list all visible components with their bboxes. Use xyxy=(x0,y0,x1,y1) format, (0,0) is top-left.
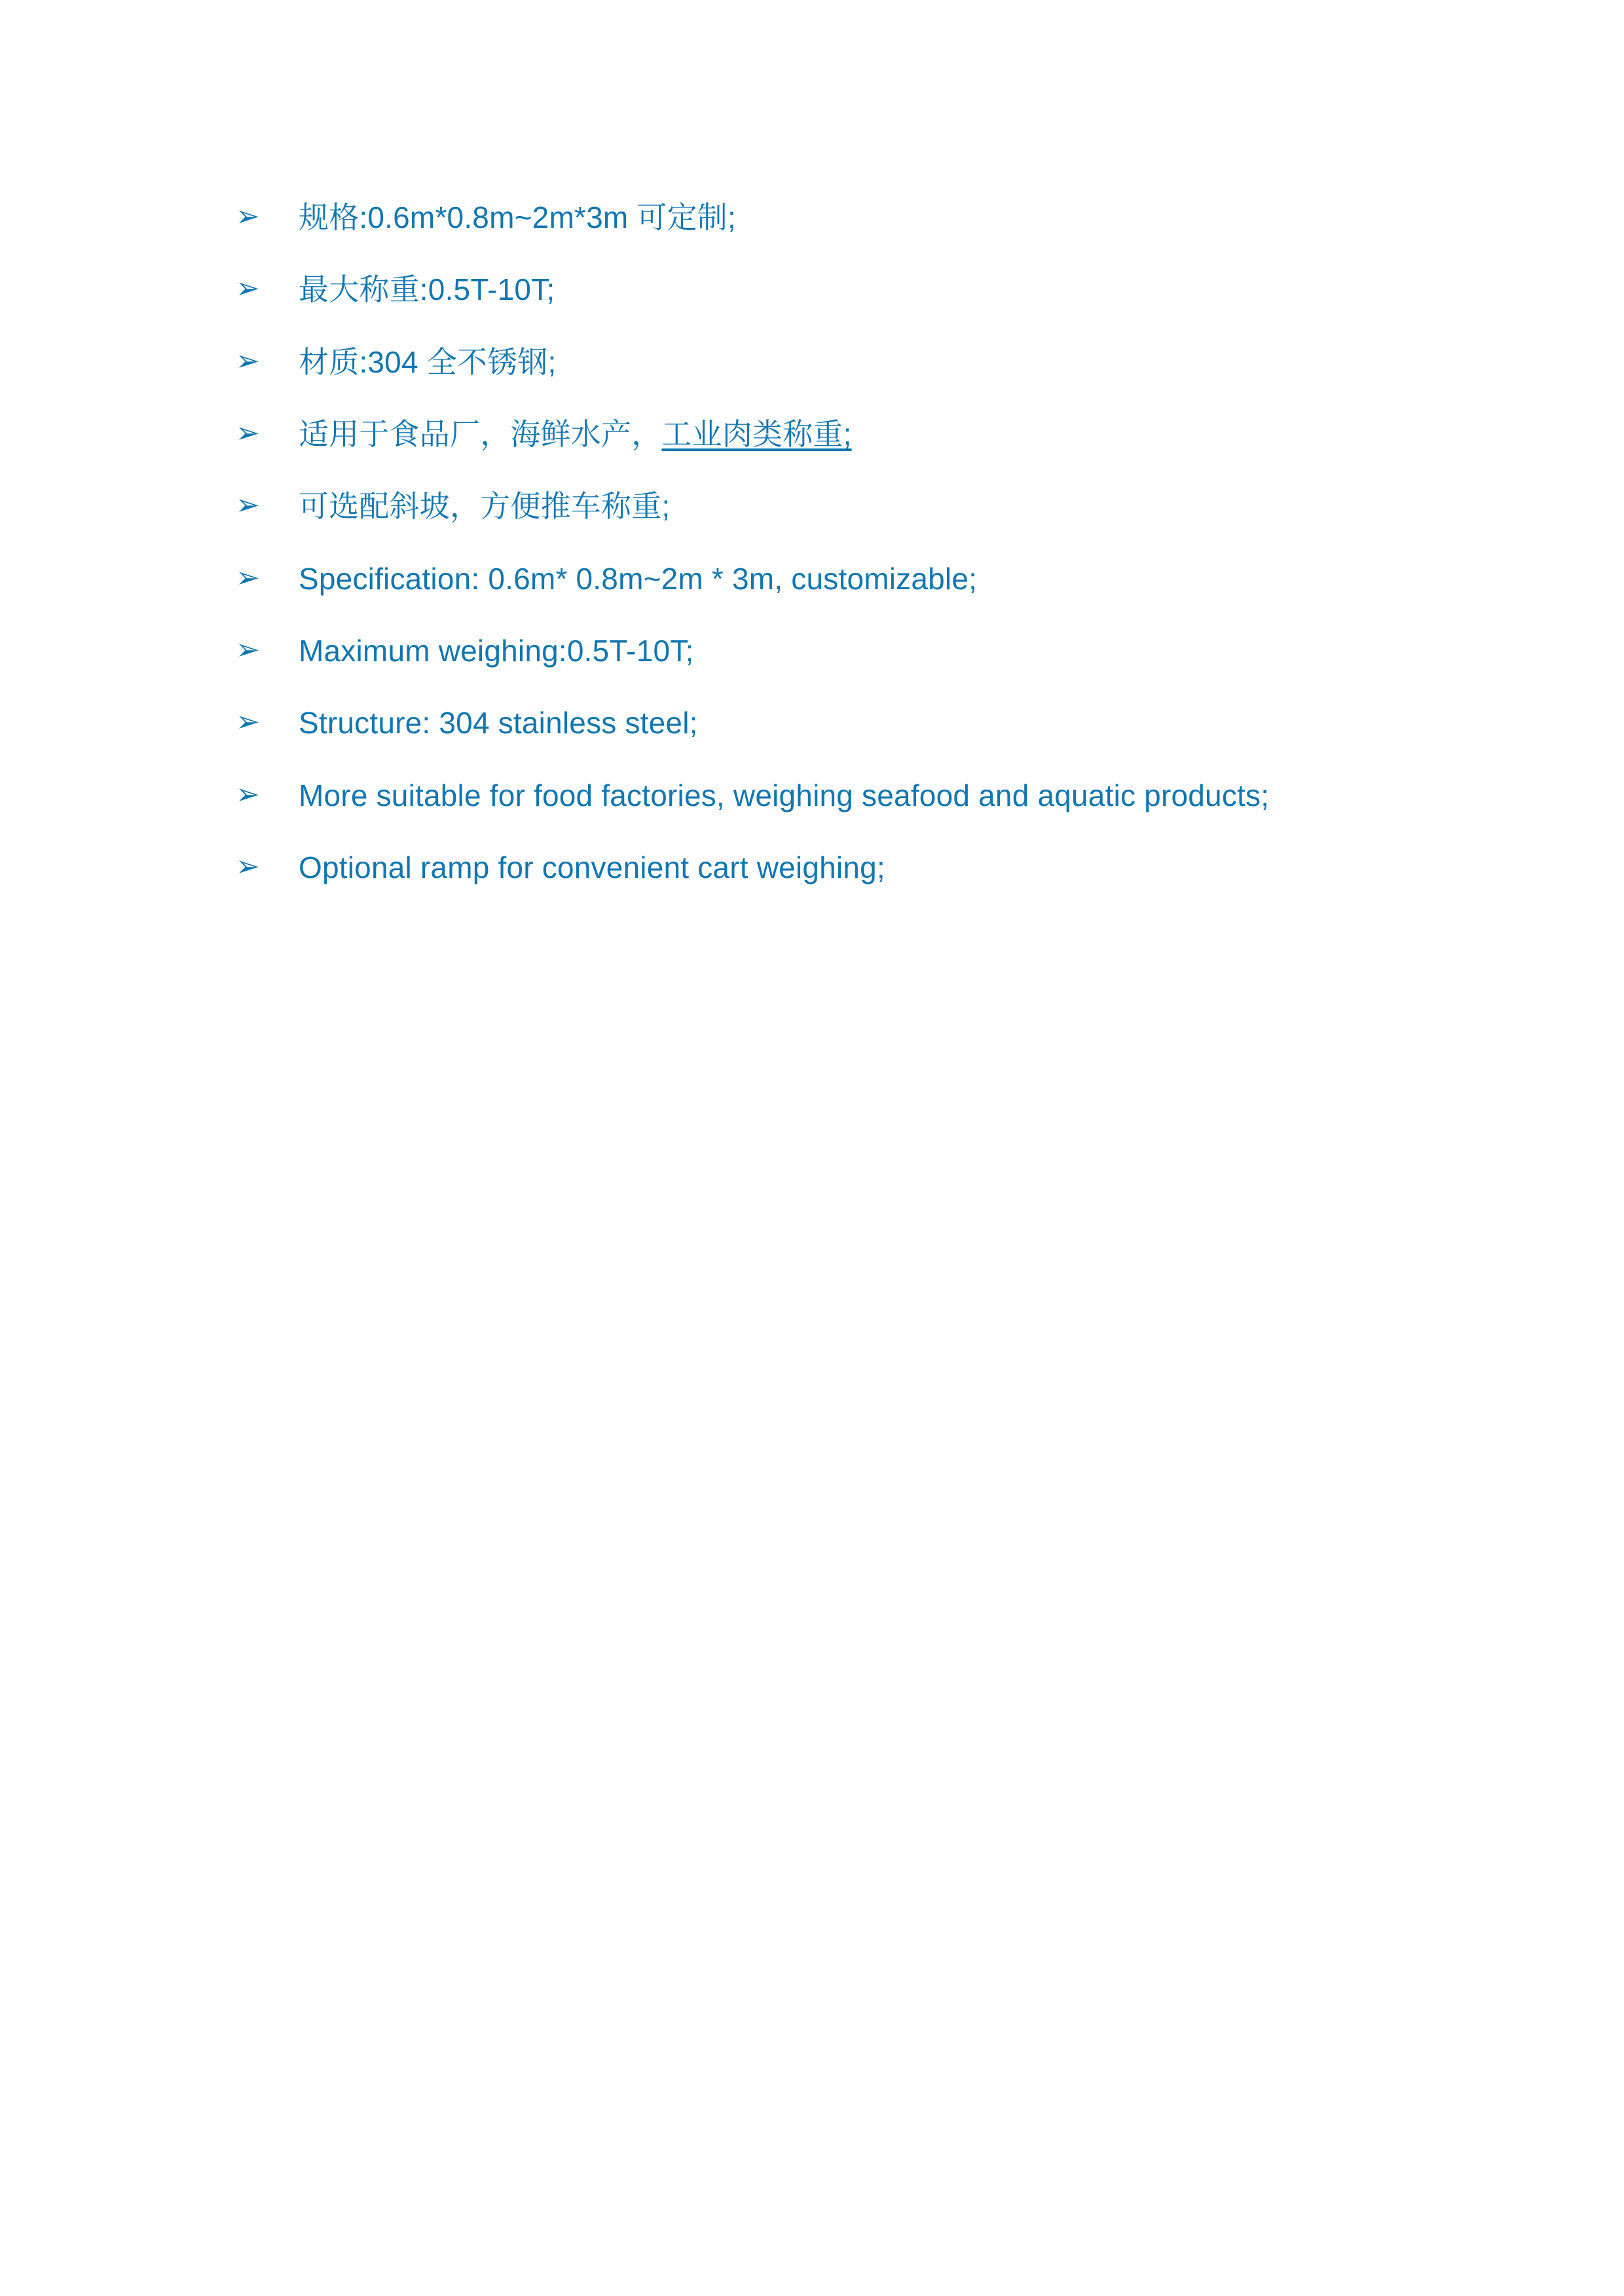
bullet-item xyxy=(236,847,1428,889)
bullet-item xyxy=(236,558,1428,600)
bullet-text-spec-en: Specification: 0.6m* 0.8m~2m * 3m, customizable; xyxy=(299,561,978,596)
bullet-item xyxy=(236,413,1428,456)
bullet-item xyxy=(236,485,1428,528)
bullet-text-spec-cn: 规格:0.6m*0.8m~2m*3m 可定制; xyxy=(299,200,736,234)
bullet-text-ramp-en: Optional ramp for convenient cart weighing; xyxy=(299,850,885,884)
arrow-bullet-icon: ➢ xyxy=(236,777,260,811)
bullet-text-max-weight-cn: 最大称重:0.5T-10T; xyxy=(299,272,555,307)
bullet-item xyxy=(236,702,1428,744)
arrow-bullet-icon: ➢ xyxy=(236,560,260,594)
bullet-text-structure-en: Structure: 304 stainless steel; xyxy=(299,706,698,740)
arrow-bullet-icon: ➢ xyxy=(236,705,260,739)
spec-bullet-list xyxy=(236,196,1428,889)
arrow-bullet-icon: ➢ xyxy=(236,488,260,522)
bullet-text-application-en: More suitable for food factories, weighing seafood and aquatic products; xyxy=(299,778,1270,812)
arrow-bullet-icon: ➢ xyxy=(236,416,260,450)
bullet-text-ramp-cn: 可选配斜坡，方便推车称重; xyxy=(299,489,671,524)
arrow-bullet-icon: ➢ xyxy=(236,344,260,378)
bullet-item xyxy=(236,268,1428,311)
bullet-item xyxy=(236,341,1428,384)
bullet-item xyxy=(236,196,1428,239)
bullet-text-material-cn: 材质:304 全不锈钢; xyxy=(299,344,557,379)
arrow-bullet-icon: ➢ xyxy=(236,272,260,306)
bullet-text-application-cn: 适用于食品厂，海鲜水产，工业肉类称重; xyxy=(299,416,852,451)
arrow-bullet-icon: ➢ xyxy=(236,849,260,883)
arrow-bullet-icon: ➢ xyxy=(236,632,260,666)
arrow-bullet-icon: ➢ xyxy=(236,200,260,233)
underlined-phrase: 工业肉类称重; xyxy=(661,416,852,451)
bullet-item xyxy=(236,774,1428,817)
bullet-text-max-weight-en: Maximum weighing:0.5T-10T; xyxy=(299,633,694,668)
bullet-item xyxy=(236,630,1428,672)
